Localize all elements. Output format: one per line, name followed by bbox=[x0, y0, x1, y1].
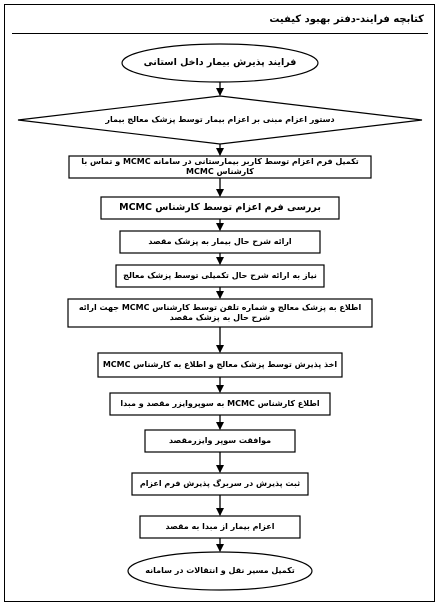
step-present-history-label: ارائه شرح حال بیمار به پزشک مقصد bbox=[148, 236, 292, 246]
header-title: کتابچه فرایند-دفتر بهبود کیفیت bbox=[269, 14, 424, 25]
step-need-more-history-label: نیاز به ارائه شرح حال تکمیلی توسط پزشک معالج bbox=[123, 270, 317, 280]
step-supervisor-approval-label: موافقت سوپر وایزرمقصد bbox=[168, 435, 272, 445]
step-obtain-admission-label: اخذ پذیرش توسط پزشک معالج و اطلاع به کارشناس MCMC bbox=[102, 359, 338, 369]
decision-node-label: دستور اعزام مبنی بر اعزام بیمار توسط پزشک معالج بیمار bbox=[105, 114, 335, 124]
step-notify-supervisors-label: اطلاع کارشناس MCMC به سوپروایزر مقصد و مبدا bbox=[120, 398, 320, 408]
step-register-admission-label: ثبت پذیرش در سربرگ پذیرش فرم اعزام bbox=[139, 478, 301, 488]
step-fill-transfer-form-label: تکمیل فرم اعزام توسط کاربر بیمارستانی در سامانه MCMC و تماس با کارشناس MCMC bbox=[81, 156, 359, 176]
step-review-form-label: بررسی فرم اعزام توسط کارشناس MCMC bbox=[119, 201, 321, 213]
step-dispatch-patient-label: اعزام بیمار از مبدا به مقصد bbox=[165, 521, 275, 531]
end-node-label: تکمیل مسیر نقل و انتقالات در سامانه bbox=[145, 565, 295, 575]
step-notify-physician-label: اطلاع به پزشک معالج و شماره تلفن توسط کارشناس MCMC جهت ارائه شرح حال به پزشک مقصد bbox=[78, 302, 362, 322]
start-node-label: فرایند پذیرش بیمار داخل استانی bbox=[143, 56, 297, 68]
